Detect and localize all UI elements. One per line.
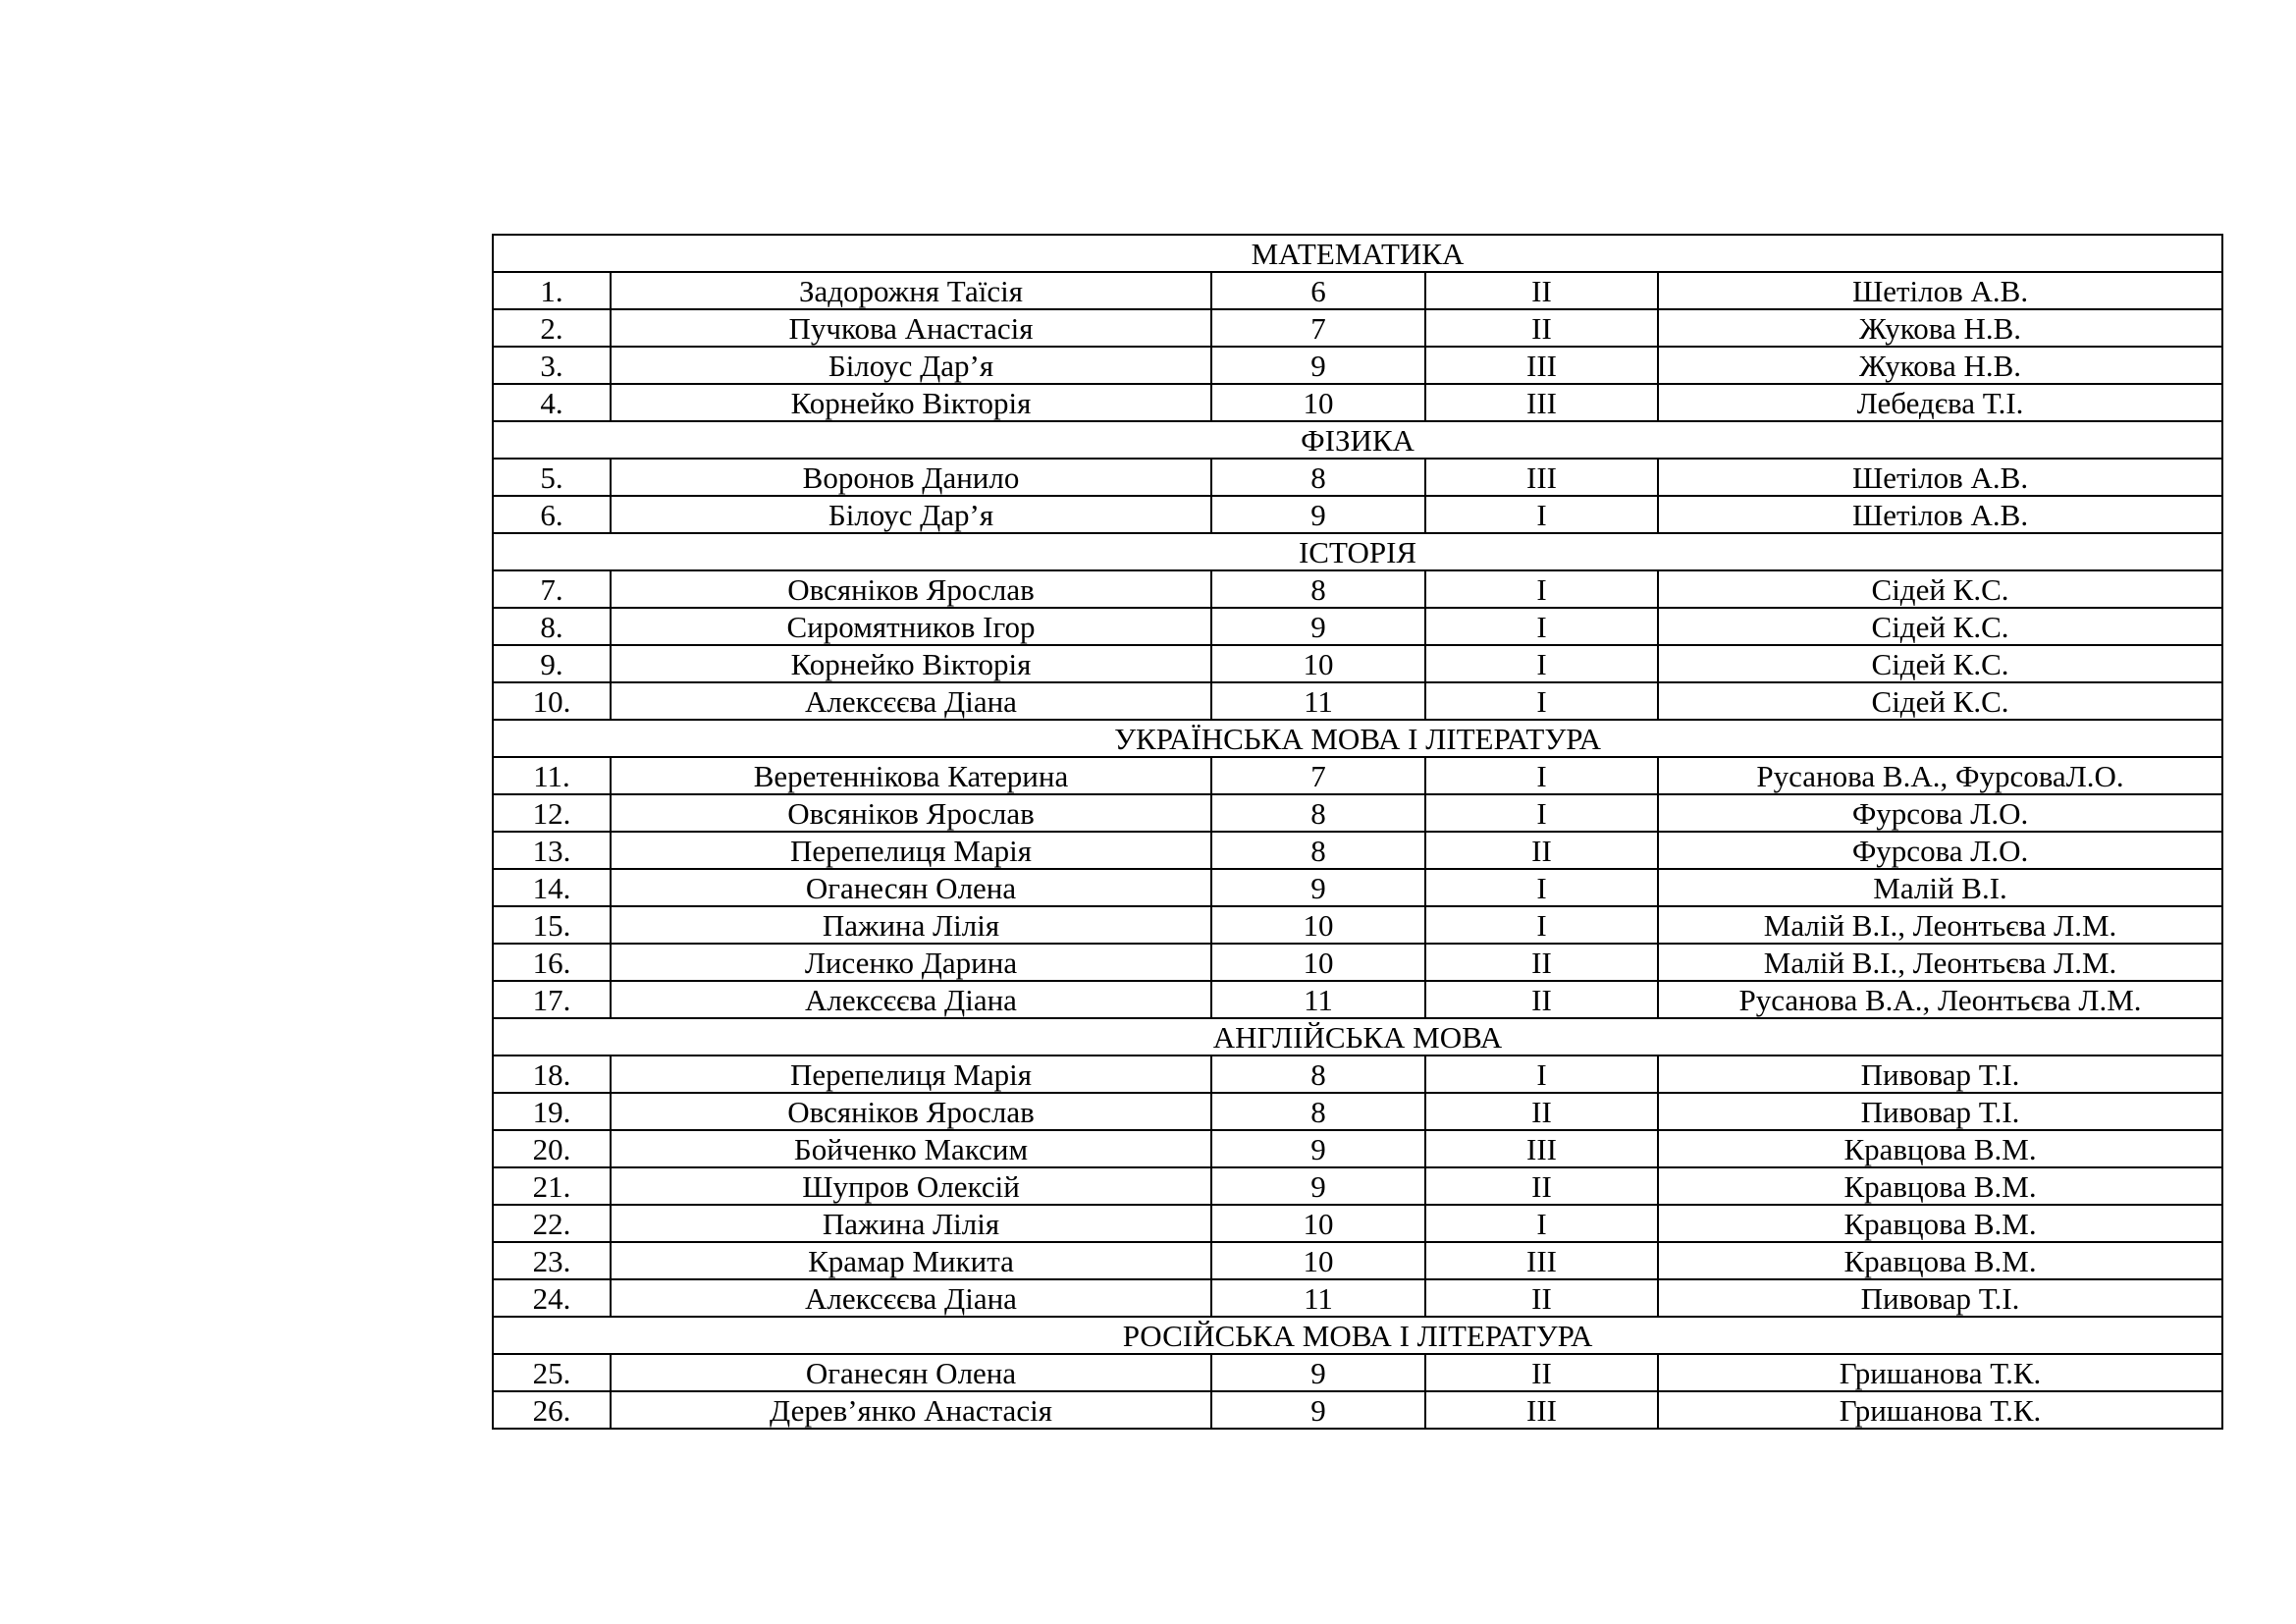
teacher-cell: Лебедєва Т.І. <box>1658 384 2222 421</box>
section-title: РОСІЙСЬКА МОВА І ЛІТЕРАТУРА <box>493 1317 2222 1354</box>
grade-cell: 8 <box>1211 459 1425 496</box>
place-cell: I <box>1425 1056 1658 1093</box>
student-name-cell: Пажина Лілія <box>611 1205 1211 1242</box>
student-name-cell: Корнейко Вікторія <box>611 384 1211 421</box>
table-row <box>493 309 2222 347</box>
row-number-cell: 8. <box>493 608 611 645</box>
table-row <box>493 1130 2222 1167</box>
grade-cell: 6 <box>1211 272 1425 309</box>
grade-cell: 7 <box>1211 309 1425 347</box>
row-number-cell: 17. <box>493 981 611 1018</box>
grade-cell: 8 <box>1211 832 1425 869</box>
row-number-cell: 26. <box>493 1391 611 1429</box>
teacher-cell: Кравцова В.М. <box>1658 1167 2222 1205</box>
place-cell: II <box>1425 832 1658 869</box>
teacher-cell: Гришанова Т.К. <box>1658 1391 2222 1429</box>
place-cell: I <box>1425 906 1658 944</box>
row-number-cell: 14. <box>493 869 611 906</box>
teacher-cell: Малій В.І. <box>1658 869 2222 906</box>
table-row <box>493 1093 2222 1130</box>
teacher-cell: Фурсова Л.О. <box>1658 832 2222 869</box>
teacher-cell: Жукова Н.В. <box>1658 347 2222 384</box>
row-number-cell: 12. <box>493 794 611 832</box>
results-table <box>492 234 2223 1430</box>
section-title: МАТЕМАТИКА <box>493 235 2222 272</box>
teacher-cell: Пивовар Т.І. <box>1658 1093 2222 1130</box>
grade-cell: 9 <box>1211 608 1425 645</box>
row-number-cell: 6. <box>493 496 611 533</box>
student-name-cell: Білоус Дар’я <box>611 496 1211 533</box>
teacher-cell: Сідей К.С. <box>1658 608 2222 645</box>
student-name-cell: Шупров Олексій <box>611 1167 1211 1205</box>
table-row <box>493 272 2222 309</box>
table-row <box>493 794 2222 832</box>
table-row <box>493 906 2222 944</box>
row-number-cell: 5. <box>493 459 611 496</box>
row-number-cell: 22. <box>493 1205 611 1242</box>
teacher-cell: Русанова В.А., ФурсоваЛ.О. <box>1658 757 2222 794</box>
place-cell: III <box>1425 384 1658 421</box>
teacher-cell: Малій В.І., Леонтьєва Л.М. <box>1658 906 2222 944</box>
table-row <box>493 1056 2222 1093</box>
student-name-cell: Пучкова Анастасія <box>611 309 1211 347</box>
place-cell: II <box>1425 309 1658 347</box>
grade-cell: 9 <box>1211 1167 1425 1205</box>
student-name-cell: Задорожня Таїсія <box>611 272 1211 309</box>
teacher-cell: Сідей К.С. <box>1658 645 2222 682</box>
grade-cell: 8 <box>1211 1056 1425 1093</box>
teacher-cell: Кравцова В.М. <box>1658 1205 2222 1242</box>
row-number-cell: 13. <box>493 832 611 869</box>
place-cell: I <box>1425 682 1658 720</box>
row-number-cell: 19. <box>493 1093 611 1130</box>
table-row <box>493 347 2222 384</box>
results-table-body <box>493 235 2222 1429</box>
teacher-cell: Пивовар Т.І. <box>1658 1056 2222 1093</box>
student-name-cell: Перепелиця Марія <box>611 1056 1211 1093</box>
teacher-cell: Гришанова Т.К. <box>1658 1354 2222 1391</box>
grade-cell: 10 <box>1211 645 1425 682</box>
teacher-cell: Жукова Н.В. <box>1658 309 2222 347</box>
table-row <box>493 459 2222 496</box>
student-name-cell: Алексєєва Діана <box>611 682 1211 720</box>
grade-cell: 11 <box>1211 1279 1425 1317</box>
table-row <box>493 682 2222 720</box>
section-header-row <box>493 1317 2222 1354</box>
place-cell: I <box>1425 757 1658 794</box>
grade-cell: 7 <box>1211 757 1425 794</box>
table-row <box>493 832 2222 869</box>
place-cell: II <box>1425 272 1658 309</box>
row-number-cell: 2. <box>493 309 611 347</box>
teacher-cell: Сідей К.С. <box>1658 682 2222 720</box>
table-row <box>493 570 2222 608</box>
grade-cell: 8 <box>1211 794 1425 832</box>
table-row <box>493 1205 2222 1242</box>
student-name-cell: Овсяніков Ярослав <box>611 1093 1211 1130</box>
grade-cell: 9 <box>1211 1354 1425 1391</box>
student-name-cell: Овсяніков Ярослав <box>611 794 1211 832</box>
student-name-cell: Бойченко Максим <box>611 1130 1211 1167</box>
place-cell: I <box>1425 869 1658 906</box>
teacher-cell: Малій В.І., Леонтьєва Л.М. <box>1658 944 2222 981</box>
section-title: ІСТОРІЯ <box>493 533 2222 570</box>
grade-cell: 10 <box>1211 1205 1425 1242</box>
table-row <box>493 1391 2222 1429</box>
place-cell: I <box>1425 496 1658 533</box>
row-number-cell: 24. <box>493 1279 611 1317</box>
table-row <box>493 981 2222 1018</box>
table-row <box>493 645 2222 682</box>
place-cell: II <box>1425 1354 1658 1391</box>
place-cell: II <box>1425 981 1658 1018</box>
table-row <box>493 869 2222 906</box>
section-title: УКРАЇНСЬКА МОВА І ЛІТЕРАТУРА <box>493 720 2222 757</box>
section-header-row <box>493 1018 2222 1056</box>
grade-cell: 9 <box>1211 1391 1425 1429</box>
teacher-cell: Сідей К.С. <box>1658 570 2222 608</box>
teacher-cell: Кравцова В.М. <box>1658 1242 2222 1279</box>
section-header-row <box>493 235 2222 272</box>
student-name-cell: Лисенко Дарина <box>611 944 1211 981</box>
section-header-row <box>493 421 2222 459</box>
teacher-cell: Шетілов А.В. <box>1658 272 2222 309</box>
student-name-cell: Пажина Лілія <box>611 906 1211 944</box>
table-row <box>493 1354 2222 1391</box>
grade-cell: 10 <box>1211 1242 1425 1279</box>
section-header-row <box>493 720 2222 757</box>
student-name-cell: Білоус Дар’я <box>611 347 1211 384</box>
grade-cell: 8 <box>1211 570 1425 608</box>
table-row <box>493 1242 2222 1279</box>
row-number-cell: 16. <box>493 944 611 981</box>
grade-cell: 10 <box>1211 944 1425 981</box>
row-number-cell: 1. <box>493 272 611 309</box>
student-name-cell: Воронов Данило <box>611 459 1211 496</box>
teacher-cell: Шетілов А.В. <box>1658 496 2222 533</box>
table-row <box>493 944 2222 981</box>
place-cell: II <box>1425 944 1658 981</box>
row-number-cell: 3. <box>493 347 611 384</box>
grade-cell: 9 <box>1211 496 1425 533</box>
grade-cell: 9 <box>1211 869 1425 906</box>
row-number-cell: 25. <box>493 1354 611 1391</box>
row-number-cell: 11. <box>493 757 611 794</box>
grade-cell: 9 <box>1211 347 1425 384</box>
grade-cell: 10 <box>1211 906 1425 944</box>
row-number-cell: 9. <box>493 645 611 682</box>
place-cell: II <box>1425 1279 1658 1317</box>
teacher-cell: Пивовар Т.І. <box>1658 1279 2222 1317</box>
place-cell: I <box>1425 570 1658 608</box>
student-name-cell: Дерев’янко Анастасія <box>611 1391 1211 1429</box>
place-cell: III <box>1425 1242 1658 1279</box>
section-header-row <box>493 533 2222 570</box>
place-cell: I <box>1425 1205 1658 1242</box>
grade-cell: 11 <box>1211 682 1425 720</box>
place-cell: I <box>1425 794 1658 832</box>
place-cell: II <box>1425 1093 1658 1130</box>
place-cell: III <box>1425 347 1658 384</box>
table-row <box>493 608 2222 645</box>
place-cell: I <box>1425 608 1658 645</box>
grade-cell: 10 <box>1211 384 1425 421</box>
table-row <box>493 757 2222 794</box>
table-row <box>493 496 2222 533</box>
student-name-cell: Веретеннікова Катерина <box>611 757 1211 794</box>
row-number-cell: 10. <box>493 682 611 720</box>
row-number-cell: 20. <box>493 1130 611 1167</box>
table-row <box>493 1167 2222 1205</box>
student-name-cell: Овсяніков Ярослав <box>611 570 1211 608</box>
student-name-cell: Перепелиця Марія <box>611 832 1211 869</box>
place-cell: II <box>1425 1167 1658 1205</box>
student-name-cell: Крамар Микита <box>611 1242 1211 1279</box>
table-row <box>493 384 2222 421</box>
teacher-cell: Фурсова Л.О. <box>1658 794 2222 832</box>
row-number-cell: 15. <box>493 906 611 944</box>
row-number-cell: 4. <box>493 384 611 421</box>
teacher-cell: Шетілов А.В. <box>1658 459 2222 496</box>
grade-cell: 11 <box>1211 981 1425 1018</box>
table-row <box>493 1279 2222 1317</box>
student-name-cell: Оганесян Олена <box>611 869 1211 906</box>
student-name-cell: Оганесян Олена <box>611 1354 1211 1391</box>
student-name-cell: Алексєєва Діана <box>611 981 1211 1018</box>
section-title: АНГЛІЙСЬКА МОВА <box>493 1018 2222 1056</box>
grade-cell: 8 <box>1211 1093 1425 1130</box>
row-number-cell: 18. <box>493 1056 611 1093</box>
row-number-cell: 7. <box>493 570 611 608</box>
student-name-cell: Сиромятников Ігор <box>611 608 1211 645</box>
place-cell: III <box>1425 459 1658 496</box>
row-number-cell: 23. <box>493 1242 611 1279</box>
row-number-cell: 21. <box>493 1167 611 1205</box>
teacher-cell: Кравцова В.М. <box>1658 1130 2222 1167</box>
section-title: ФІЗИКА <box>493 421 2222 459</box>
grade-cell: 9 <box>1211 1130 1425 1167</box>
student-name-cell: Алексєєва Діана <box>611 1279 1211 1317</box>
teacher-cell: Русанова В.А., Леонтьєва Л.М. <box>1658 981 2222 1018</box>
place-cell: III <box>1425 1391 1658 1429</box>
student-name-cell: Корнейко Вікторія <box>611 645 1211 682</box>
place-cell: III <box>1425 1130 1658 1167</box>
place-cell: I <box>1425 645 1658 682</box>
